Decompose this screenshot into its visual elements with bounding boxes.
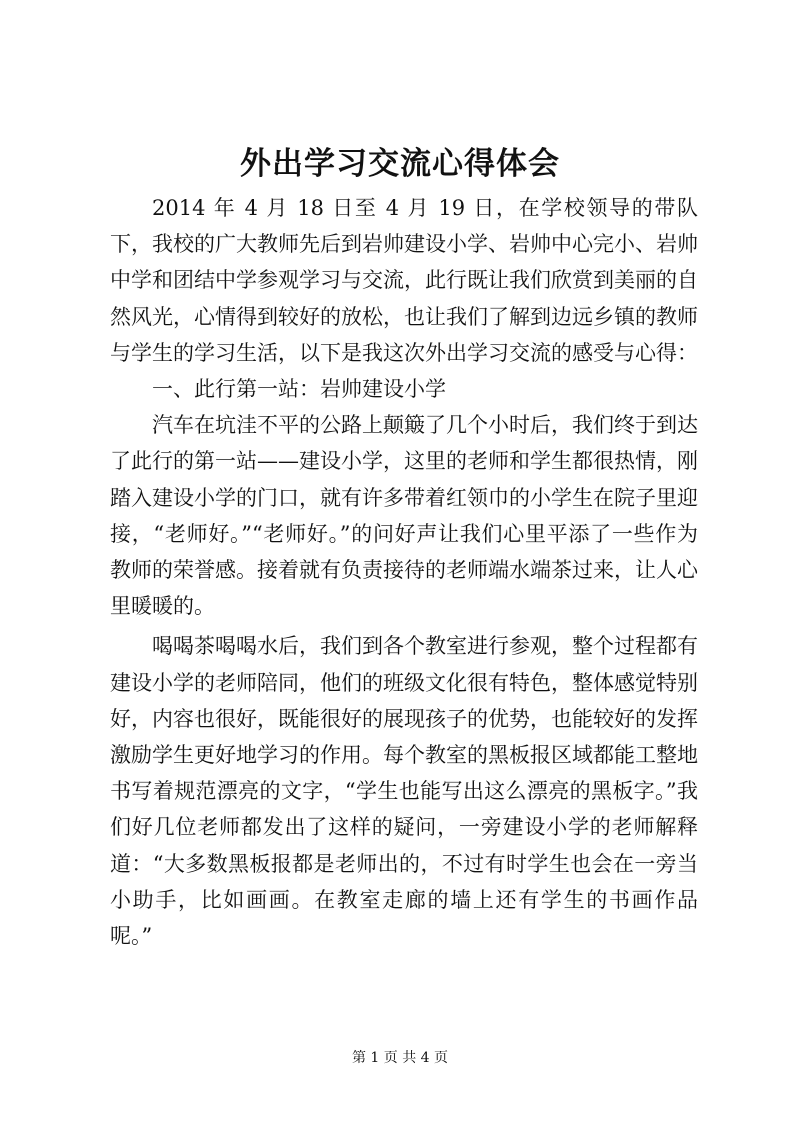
document-title: 外出学习交流心得体会	[240, 146, 560, 182]
document-body	[110, 190, 698, 954]
page-number-footer: 第 1 页 共 4 页	[351, 1050, 449, 1066]
paragraph-arrival: 汽车在坑洼不平的公路上颠簸了几个小时后，我们终于到达了此行的第一站——建设小学，这里的老师和学生都很热情，刚踏入建设小学的门口，就有许多带着红领巾的小学生在院子里迎接，“老师好。”“老师好。”的问好声让我们心里平添了一些作为教师的荣誉感。接着就有负责接待的老师端水端茶过来，让人心里暖暖的。	[110, 413, 698, 619]
paragraph-intro: 2014 年 4 月 18 日至 4 月 19 日，在学校领导的带队下，我校的广大教师先后到岩帅建设小学、岩帅中心完小、岩帅中学和团结中学参观学习与交流，此行既让我们欣赏到美丽的自然风光，心情得到较好的放松，也让我们了解到边远乡镇的教师与学生的学习生活，以下是我这次外出学习交流的感受与心得：	[110, 196, 698, 365]
paragraph-classroom-visit: 喝喝茶喝喝水后，我们到各个教室进行参观，整个过程都有建设小学的老师陪同，他们的班级文化很有特色，整体感觉特别好，内容也很好，既能很好的展现孩子的优势，也能较好的发挥激励学生更好地学习的作用。每个教室的黑板报区域都能工整地书写着规范漂亮的文字，“学生也能写出这么漂亮的黑板字。”我们好几位老师都发出了这样的疑问，一旁建设小学的老师解释道：“大多数黑板报都是老师出的，不过有时学生也会在一旁当小助手，比如画画。在教室走廊的墙上还有学生的书画作品呢。”	[110, 634, 698, 949]
section-heading: 一、此行第一站：岩帅建设小学	[152, 377, 446, 402]
